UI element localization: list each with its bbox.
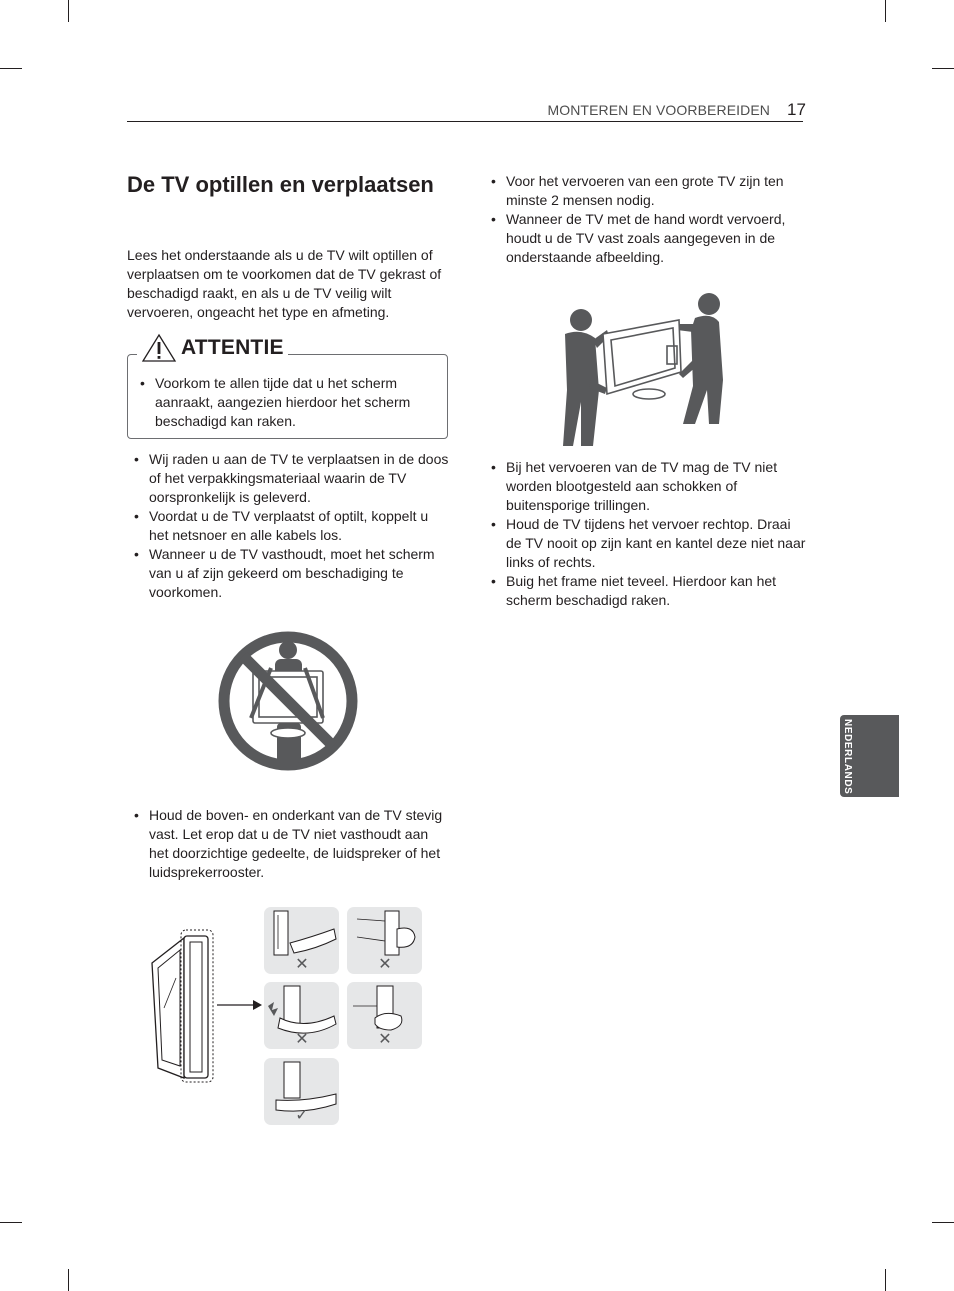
intro-paragraph: Lees het onderstaande als u de TV wilt optillen of verplaatsen om te voorkomen dat de TV gekrast of beschadigd raakt, en als u de TV veilig wilt vervoeren, ongeacht het type en afmeting. bbox=[127, 247, 442, 320]
crop-mark bbox=[68, 0, 69, 22]
right-bullet-list-2 bbox=[484, 458, 806, 610]
section-header: MONTEREN EN VOORBEREIDEN bbox=[547, 102, 770, 118]
list-item: • Wanneer u de TV vasthoudt, moet het scherm van u af zijn gekeerd om beschadiging te voorkomen. bbox=[127, 545, 449, 602]
crop-mark bbox=[0, 68, 22, 69]
crop-mark bbox=[68, 1269, 69, 1291]
list-item: • Voor het vervoeren van een grote TV zijn ten minste 2 mensen nodig. bbox=[484, 172, 806, 210]
warning-icon bbox=[141, 333, 177, 363]
list-item: • Wanneer de TV met de hand wordt vervoerd, houdt u de TV vast zoals aangegeven in de onderstaande afbeelding. bbox=[484, 210, 806, 267]
list-item: • Houd de boven- en onderkant van de TV stevig vast. Let erop dat u de TV niet vasthoudt aan het doorzichtige gedeelte, de luidspreker of het luidsprekerrooster. bbox=[127, 806, 449, 882]
page-title: De TV optillen en verplaatsen bbox=[127, 172, 434, 197]
grip-tile-correct bbox=[264, 1058, 339, 1125]
left-bullet-list-2 bbox=[127, 806, 449, 882]
attention-list bbox=[133, 374, 433, 431]
list-item: • Voordat u de TV verplaatst of optilt, koppelt u het netsnoer en alle kabels los. bbox=[127, 507, 449, 545]
crop-mark bbox=[0, 1222, 22, 1223]
list-item: • Buig het frame niet teveel. Hierdoor kan het scherm beschadigd raken. bbox=[484, 572, 806, 610]
list-item: • Bij het vervoeren van de TV mag de TV niet worden blootgesteld aan schokken of buitensporige trillingen. bbox=[484, 458, 806, 515]
page-number: 17 bbox=[787, 100, 806, 119]
grip-tile-wrong-2 bbox=[347, 907, 422, 974]
prohibited-carry-illustration bbox=[215, 628, 361, 774]
check-mark: ✓ bbox=[295, 1105, 309, 1124]
cross-mark: ✕ bbox=[295, 954, 309, 973]
grip-tile-wrong-4 bbox=[347, 982, 422, 1049]
grip-tile-wrong-1 bbox=[264, 907, 339, 974]
language-tab-label: NEDERLANDS bbox=[842, 719, 853, 795]
language-tab bbox=[840, 715, 899, 797]
two-person-carry-illustration bbox=[563, 290, 728, 446]
cross-mark: ✕ bbox=[378, 954, 392, 973]
list-item: • Wij raden u aan de TV te verplaatsen in de doos of het verpakkingsmateriaal waarin de TV oorspronkelijk is geleverd. bbox=[127, 450, 449, 507]
list-item: • Voorkom te allen tijde dat u het scherm aanraakt, aangezien hierdoor het scherm beschadigd kan raken. bbox=[133, 374, 433, 431]
cross-mark: ✕ bbox=[295, 1029, 309, 1048]
attention-title: ATTENTIE bbox=[181, 336, 284, 359]
crop-mark bbox=[932, 68, 954, 69]
header-rule bbox=[127, 121, 803, 122]
left-bullet-list bbox=[127, 450, 449, 602]
grip-tile-wrong-3 bbox=[264, 982, 339, 1049]
list-item: • Houd de TV tijdens het vervoer rechtop. Draai de TV nooit op zijn kant en kantel deze niet naar links of rechts. bbox=[484, 515, 806, 572]
arrow-icon bbox=[217, 999, 263, 1011]
crop-mark bbox=[932, 1222, 954, 1223]
attention-heading bbox=[137, 333, 288, 363]
cross-mark: ✕ bbox=[378, 1029, 392, 1048]
right-bullet-list bbox=[484, 172, 806, 267]
tv-side-diagram bbox=[150, 928, 216, 1083]
crop-mark bbox=[885, 1269, 886, 1291]
crop-mark bbox=[885, 0, 886, 22]
